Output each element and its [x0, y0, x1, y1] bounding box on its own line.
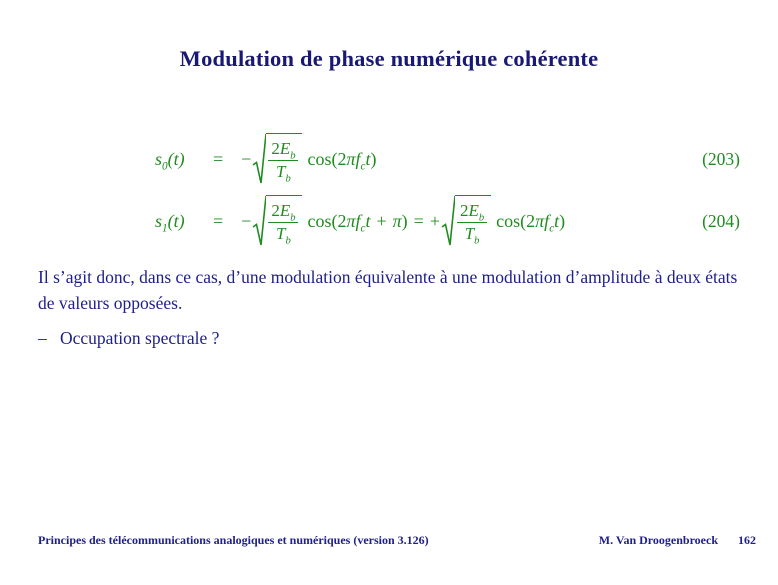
- eq203-equals: =: [213, 148, 224, 169]
- eq204-minus-sign: −: [241, 210, 252, 231]
- eq204-close-paren-2: ): [559, 210, 566, 231]
- bullet-dash: –: [38, 328, 47, 348]
- eq203-pi: π: [346, 148, 356, 169]
- eq204-cos-term-2: [496, 210, 566, 235]
- footer-course-title: Principes des télécommunications analogiques et numériques (version 3.126): [38, 533, 429, 547]
- eq204-mid-equals: =: [413, 210, 424, 231]
- eq204-equals: =: [213, 210, 224, 231]
- eq204-f-sub-1: c: [360, 222, 366, 235]
- eq204-lhs-sub: 1: [162, 222, 168, 235]
- eq204-plus-sign: +: [429, 210, 440, 231]
- eq204-num2-var: E: [468, 200, 479, 220]
- eq203-radicand: [266, 133, 302, 185]
- eq203-open-paren: (: [331, 148, 338, 169]
- eq204-close-paren-1: ): [401, 210, 408, 231]
- eq204-two-1: 2: [337, 210, 347, 231]
- eq204-f-sub-2: c: [549, 222, 555, 235]
- eq204-den2-var: T: [464, 224, 475, 243]
- sqrt-radical-icon: [252, 195, 266, 247]
- eq204-pi-arg: π: [392, 210, 402, 231]
- eq204-open-paren-1: (: [331, 210, 338, 231]
- eq204-num1-coef: 2: [271, 200, 280, 220]
- eq204-num1-sub: b: [290, 212, 296, 224]
- eq203-close-paren: ): [370, 148, 377, 169]
- eq204-pi-2: π: [535, 210, 545, 231]
- eq203-lhs: [155, 148, 213, 173]
- eq204-open-paren-2: (: [520, 210, 527, 231]
- sqrt-radical-icon: [441, 195, 455, 247]
- eq204-lhs-base: s: [155, 210, 163, 231]
- eq203-f-sub: c: [360, 160, 366, 173]
- eq204-two-2: 2: [526, 210, 536, 231]
- bullet-text: Occupation spectrale ?: [60, 328, 220, 348]
- eq203-lhs-base: s: [155, 148, 163, 169]
- eq203-num-sub: b: [290, 150, 296, 162]
- eq204-frac1-num: [268, 201, 298, 223]
- eq204-t-2: t: [554, 210, 560, 231]
- eq203-cos: cos: [307, 148, 332, 169]
- footer: [38, 533, 756, 548]
- eq203-lhs-sub: 0: [162, 160, 168, 173]
- eq204-lhs: [155, 210, 213, 235]
- eq204-den1-sub: b: [285, 235, 291, 247]
- eq204-f-1: f: [355, 210, 361, 231]
- eq203-num-var: E: [279, 138, 291, 158]
- eq204-frac2-den: [464, 223, 480, 247]
- eq204-sqrt-2: [441, 195, 491, 247]
- eq204-plus-op: +: [376, 210, 387, 231]
- eq204-t-1: t: [365, 210, 371, 231]
- eq204-cos-2: cos: [496, 210, 521, 231]
- sqrt-radical-icon: [252, 133, 266, 185]
- eq204-frac2-num: [457, 201, 487, 223]
- eq203-den-var: T: [276, 162, 286, 181]
- eq204-pi-1: π: [346, 210, 356, 231]
- eq204-num2-coef: 2: [459, 200, 469, 220]
- eq204-lhs-args: (t): [167, 210, 185, 231]
- eq203-t: t: [365, 148, 371, 169]
- eq203-number: (203): [702, 148, 740, 169]
- eq203-minus-sign: −: [241, 148, 252, 169]
- eq203-fraction: [268, 138, 298, 185]
- footer-page-number: 162: [738, 533, 756, 547]
- equation-203: [155, 128, 740, 190]
- footer-author: M. Van Droogenbroeck: [598, 533, 718, 547]
- eq204-den2-sub: b: [474, 235, 480, 247]
- eq204-f-2: f: [544, 210, 550, 231]
- eq204-num1-var: E: [279, 200, 291, 220]
- eq204-fraction-2: [457, 200, 487, 247]
- eq204-frac1-den: [276, 223, 291, 247]
- equations-block: [155, 128, 740, 252]
- eq203-sqrt: [252, 133, 302, 185]
- eq203-f: f: [355, 148, 361, 169]
- body-text-block: [38, 264, 744, 351]
- footer-right: [599, 533, 756, 548]
- equation-204: [155, 190, 740, 252]
- eq204-number: (204): [702, 210, 740, 231]
- eq203-two: 2: [337, 148, 347, 169]
- body-paragraph: Il s’agit donc, dans ce cas, d’une modulation équivalente à une modulation d’amplitude à deux états de valeurs opposées.: [38, 267, 738, 313]
- eq203-cos-term: [307, 148, 377, 173]
- eq204-sqrt-1: [252, 195, 302, 247]
- title-row: [0, 46, 778, 72]
- eq203-den-sub: b: [285, 173, 291, 185]
- eq204-num2-sub: b: [478, 212, 485, 224]
- eq204-radicand-2: [455, 195, 491, 247]
- eq203-frac-num: [268, 139, 298, 161]
- eq203-num-coef: 2: [271, 138, 280, 158]
- slide-title: Modulation de phase numérique cohérente: [179, 46, 599, 71]
- eq203-frac-den: [276, 161, 291, 185]
- eq203-lhs-args: (t): [167, 148, 185, 169]
- eq204-cos-term-1: [307, 210, 408, 235]
- eq204-fraction-1: [268, 200, 298, 247]
- bullet-item: [38, 325, 744, 351]
- eq204-den1-var: T: [276, 224, 286, 243]
- eq204-radicand-1: [266, 195, 302, 247]
- eq204-cos-1: cos: [307, 210, 332, 231]
